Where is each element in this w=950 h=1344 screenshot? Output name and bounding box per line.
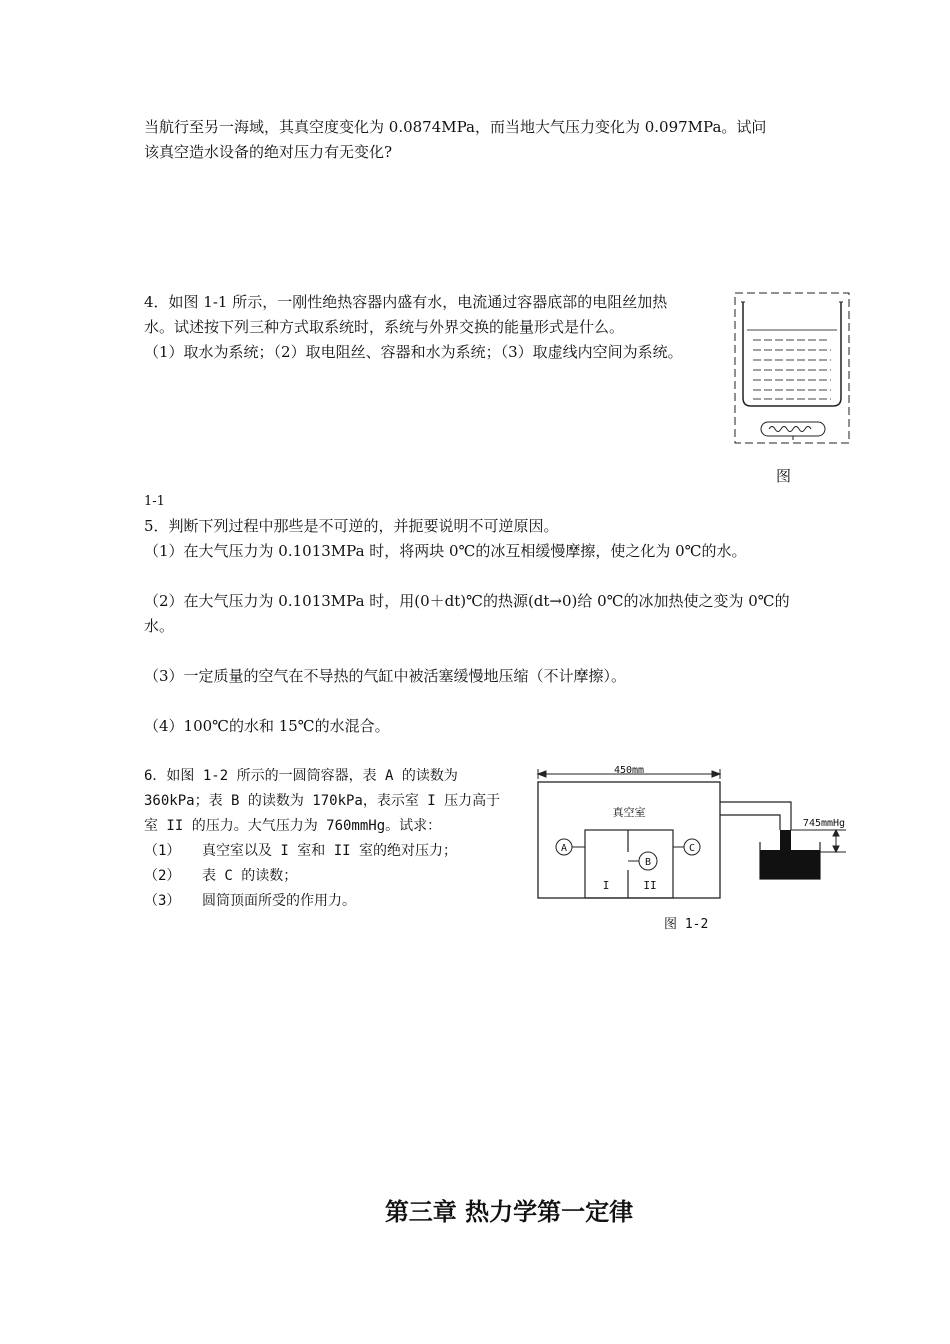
room-1-label: I [602, 879, 610, 892]
q5-item-2-line-1: （2）在大气压力为 0.1013MPa 时，用(0＋dt)℃的热源(dt→0)给 0℃的冰加热使之变为 0℃的 [144, 592, 790, 610]
mercury-column [780, 830, 791, 850]
dimension-label: 450mm [613, 765, 645, 776]
q4-line-3: （1）取水为系统；（2）取电阻丝、容器和水为系统；（3）取虚线内空间为系统。 [144, 343, 683, 361]
q6-line-2: 360kPa；表 B 的读数为 170kPa，表示室 I 压力高于 [144, 793, 501, 809]
room-2-label: II [643, 879, 657, 892]
q5-heading: 5．判断下列过程中那些是不可逆的，并扼要说明不可逆原因。 [144, 517, 559, 535]
q4-line-1: 4．如图 1-1 所示，一刚性绝热容器内盛有水，电流通过容器底部的电阻丝加热 [144, 293, 668, 311]
q6-item-2: 表 C 的读数； [202, 868, 298, 884]
gauge-a-label: A [560, 843, 568, 854]
hg-height-label: 745mmHg [802, 818, 846, 829]
dashed-boundary [735, 293, 849, 443]
q4-line-2: 水。试述按下列三种方式取系统时，系统与外界交换的能量形式是什么。 [144, 318, 625, 336]
q6-line-3: 室 II 的压力。大气压力为 760mmHg。试求： [144, 818, 442, 834]
fig12-caption: 图 1-2 [664, 917, 709, 932]
q3-line-2: 该真空造水设备的绝对压力有无变化? [144, 143, 393, 161]
q5-item-2-line-2: 水。 [144, 617, 175, 635]
fig11-label-a: 图 [776, 467, 792, 485]
q3-line-1: 当航行至另一海域，其真空度变化为 0.0874MPa，而当地大气压力变化为 0.097MPa。试问 [144, 118, 767, 136]
chapter-title: 第三章 热力学第一定律 [384, 1198, 634, 1226]
fig11-label-b: 1-1 [144, 494, 165, 509]
vacuum-chamber-label: 真空室 [612, 806, 646, 819]
q6-item-1-num: （1） [144, 843, 181, 859]
q6-item-2-num: （2） [144, 868, 181, 884]
gauge-b-label: B [644, 857, 652, 868]
q6-item-1: 真空室以及 I 室和 II 室的绝对压力； [202, 843, 458, 859]
figure-1-1 [733, 290, 853, 450]
height-indicator [791, 830, 846, 852]
water [747, 330, 837, 399]
figure-1-2 [536, 760, 856, 905]
room-box [585, 830, 673, 898]
q5-item-1: （1）在大气压力为 0.1013MPa 时，将两块 0℃的冰互相缓慢摩擦，使之化为 0℃的水。 [144, 542, 747, 560]
q5-item-4: （4）100℃的水和 15℃的水混合。 [144, 717, 390, 735]
manometer-tube [720, 802, 791, 830]
q5-item-3: （3）一定质量的空气在不导热的气缸中被活塞缓慢地压缩（不计摩擦）。 [144, 667, 627, 685]
q6-item-3-num: （3） [144, 893, 181, 909]
gauge-c-label: C [688, 843, 696, 854]
q6-line-1: 6．如图 1-2 所示的一圆筒容器，表 A 的读数为 [144, 768, 458, 784]
heater-coil [761, 422, 825, 440]
q6-item-3: 圆筒顶面所受的作用力。 [202, 893, 356, 909]
